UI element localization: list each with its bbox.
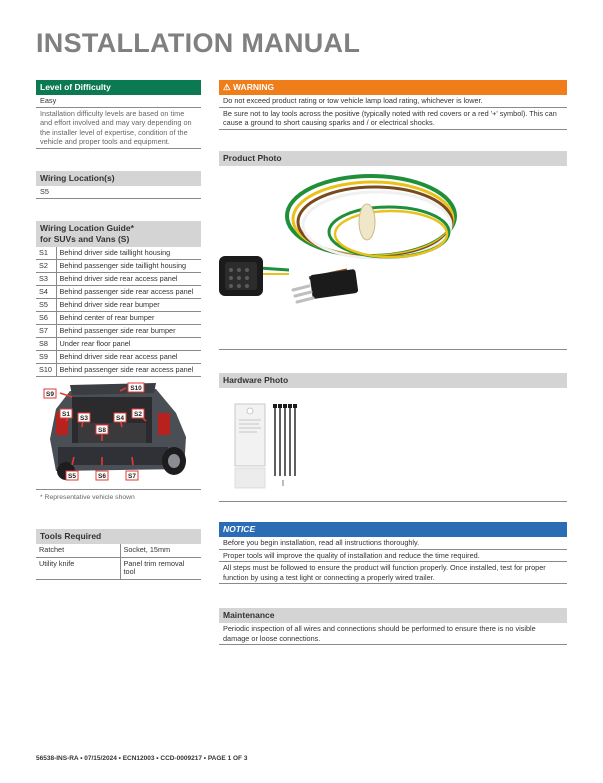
wiring-location-value: S5 [36, 186, 201, 199]
vehicle-location-code: S2 [134, 411, 142, 418]
guide-row [36, 351, 201, 364]
tools-table [36, 544, 201, 580]
tools-row [36, 544, 201, 557]
guide-row [36, 247, 201, 260]
wiring-guide-subtitle: for SUVs and Vans (S) [40, 234, 130, 244]
guide-code: S2 [36, 260, 56, 273]
hardware-image [219, 388, 567, 502]
vehicle-location-code: S7 [128, 473, 136, 480]
vehicle-location-code: S6 [98, 473, 106, 480]
guide-row [36, 338, 201, 351]
tools-header: Tools Required [36, 529, 201, 544]
guide-description: Behind driver side rear access panel [56, 273, 201, 286]
guide-code: S3 [36, 273, 56, 286]
guide-row [36, 260, 201, 273]
maintenance-section [219, 608, 567, 645]
tool-detail: Panel trim removal tool [120, 557, 201, 579]
wiring-guide-section [36, 221, 201, 377]
guide-row [36, 273, 201, 286]
notice-section [219, 522, 567, 584]
wiring-location-header: Wiring Location(s) [36, 171, 201, 186]
tool-name: Utility knife [36, 557, 120, 579]
guide-row [36, 325, 201, 338]
guide-description: Behind driver side rear bumper [56, 299, 201, 312]
product-photo-header: Product Photo [219, 151, 567, 166]
guide-description: Behind passenger side rear bumper [56, 325, 201, 338]
difficulty-header: Level of Difficulty [36, 80, 201, 95]
tools-row [36, 557, 201, 579]
guide-code: S7 [36, 325, 56, 338]
tool-name: Ratchet [36, 544, 120, 557]
vehicle-location-label [126, 471, 138, 480]
vehicle-location-label [128, 383, 144, 392]
vehicle-location-label [114, 413, 126, 422]
guide-description: Behind driver side rear access panel [56, 351, 201, 364]
wiring-harness-image [219, 166, 567, 350]
page-title: INSTALLATION MANUAL [36, 28, 361, 58]
vehicle-location-code: S4 [116, 415, 124, 422]
guide-row [36, 286, 201, 299]
maintenance-header: Maintenance [219, 608, 567, 623]
difficulty-description: Installation difficulty levels are based on time and effort involved and may vary depending on the installer level of expertise, condition of the vehicle and proper tools and equipment. [36, 108, 201, 149]
notice-header: NOTICE [219, 522, 567, 537]
warning-icon: ⚠ [223, 82, 231, 92]
guide-description: Behind center of rear bumper [56, 312, 201, 325]
guide-description: Behind passenger side taillight housing [56, 260, 201, 273]
vehicle-note-box [36, 489, 201, 504]
vehicle-image [36, 379, 201, 485]
notice-item-3: All steps must be followed to ensure the product will function properly. Once installed, test for proper function by using a test light or connecting a properly wired trailer. [219, 562, 567, 584]
vehicle-illustration [36, 379, 201, 485]
wiring-location-section [36, 171, 201, 199]
warning-section [219, 80, 567, 130]
vehicle-location-label [96, 471, 108, 480]
vehicle-location-label [44, 389, 56, 398]
guide-description: Behind passenger side rear access panel [56, 364, 201, 377]
guide-row [36, 299, 201, 312]
vehicle-location-label [66, 471, 78, 480]
difficulty-section [36, 80, 201, 149]
vehicle-location-code: S3 [80, 415, 88, 422]
vehicle-location-code: S10 [130, 385, 142, 392]
vehicle-location-code: S8 [98, 427, 106, 434]
hardware-photo [219, 388, 567, 502]
vehicle-location-label [78, 413, 90, 422]
guide-code: S1 [36, 247, 56, 260]
vehicle-location-label [60, 409, 72, 418]
vehicle-location-label [96, 425, 108, 434]
vehicle-location-code: S9 [46, 391, 54, 398]
guide-code: S9 [36, 351, 56, 364]
guide-description: Behind driver side taillight housing [56, 247, 201, 260]
guide-row [36, 364, 201, 377]
wiring-guide-title: Wiring Location Guide* [40, 223, 134, 233]
hardware-photo-header: Hardware Photo [219, 373, 567, 388]
guide-description: Behind passenger side rear access panel [56, 286, 201, 299]
guide-code: S8 [36, 338, 56, 351]
notice-item-1: Before you begin installation, read all instructions thoroughly. [219, 537, 567, 550]
maintenance-text: Periodic inspection of all wires and connections should be performed to ensure there is no visible damage or loose connections. [219, 623, 567, 645]
product-photo [219, 166, 567, 350]
wiring-guide-table [36, 247, 201, 377]
warning-title: WARNING [233, 82, 275, 92]
vehicle-location-label [132, 409, 144, 418]
guide-code: S5 [36, 299, 56, 312]
vehicle-location-code: S5 [68, 473, 76, 480]
warning-header [219, 80, 567, 95]
warning-line-2: Be sure not to lay tools across the positive (typically noted with red covers or a red '+' symbol). This can cause a ground to short causing sparks and / or electrical shocks. [219, 108, 567, 130]
footer: 56538-INS-RA • 07/15/2024 • ECN12003 • CCD-0009217 • PAGE 1 OF 3 [36, 755, 248, 762]
guide-row [36, 312, 201, 325]
guide-description: Under rear floor panel [56, 338, 201, 351]
tool-detail: Socket, 15mm [120, 544, 201, 557]
wiring-guide-header [36, 221, 201, 247]
warning-line-1: Do not exceed product rating or tow vehicle lamp load rating, whichever is lower. [219, 95, 567, 108]
guide-code: S6 [36, 312, 56, 325]
vehicle-note: * Representative vehicle shown [40, 494, 135, 501]
difficulty-level: Easy [36, 95, 201, 108]
vehicle-location-code: S1 [62, 411, 70, 418]
guide-code: S4 [36, 286, 56, 299]
tools-section [36, 529, 201, 580]
guide-code: S10 [36, 364, 56, 377]
product-photo-section [219, 151, 567, 350]
hardware-photo-section [219, 373, 567, 502]
notice-item-2: Proper tools will improve the quality of installation and reduce the time required. [219, 550, 567, 563]
